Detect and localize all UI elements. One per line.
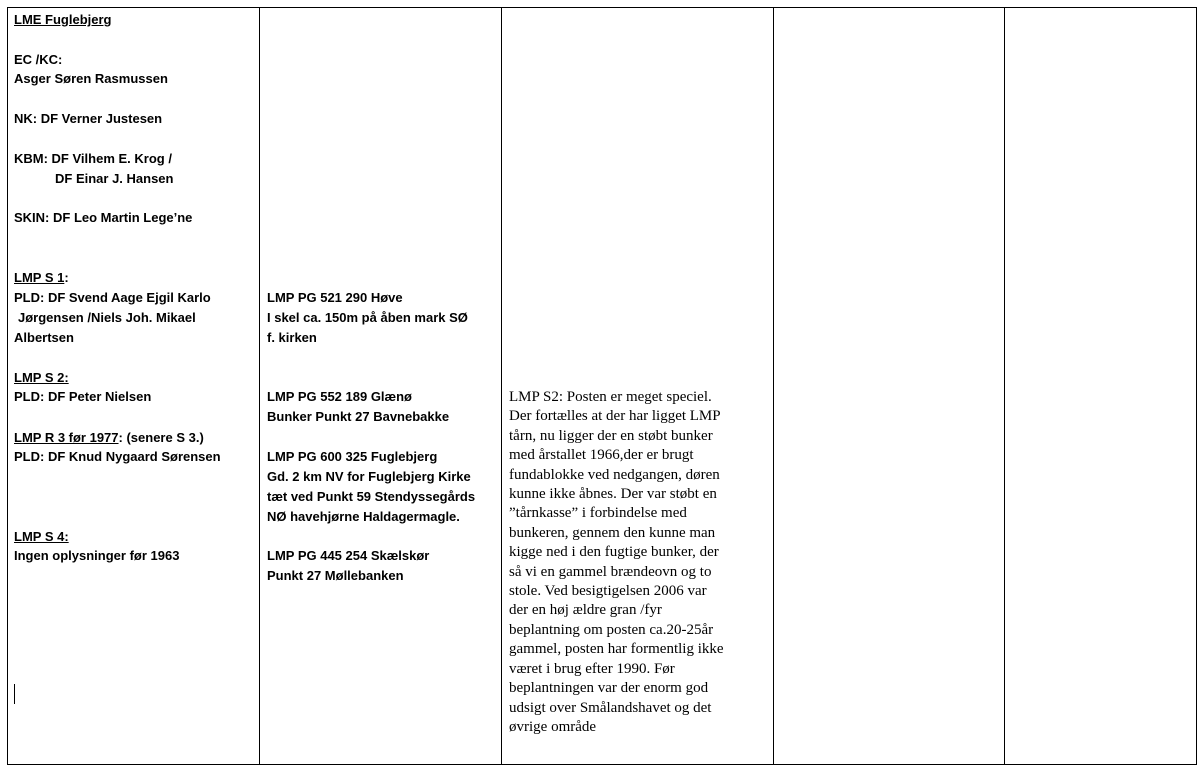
description-paragraph <box>509 388 724 737</box>
description-line: kigge ned i den fugtige bunker, der <box>509 544 719 561</box>
table-column-personnel <box>8 8 260 764</box>
skin-line: SKIN: DF Leo Martin Lege’ne <box>14 210 193 225</box>
description-line: fundablokke ved nedgangen, døren <box>509 466 720 483</box>
table-column-empty-2 <box>1005 8 1198 764</box>
description-line: været i brug efter 1990. Før <box>509 660 675 677</box>
s4-heading: LMP S 4: <box>14 529 69 544</box>
description-line: beplantningen var der enorm god <box>509 680 709 697</box>
description-line: bunkeren, gennem den kunne man <box>509 524 716 541</box>
description-line: ”tårnkasse” i forbindelse med <box>509 505 687 522</box>
location-2-line-2: Bunker Punkt 27 Bavnebakke <box>267 409 450 424</box>
s1-heading <box>14 268 69 288</box>
location-1-line-1: LMP PG 521 290 Høve <box>267 290 403 305</box>
s1-line-1: PLD: DF Svend Aage Ejgil Karlo <box>14 290 211 305</box>
location-2-line-1: LMP PG 552 189 Glænø <box>267 389 412 404</box>
s1-heading-text: LMP S 1 <box>14 270 65 285</box>
description-line: Der fortælles at der har ligget LMP <box>509 408 721 425</box>
description-line: kunne ikke åbnes. Der var støbt en <box>509 486 717 503</box>
r3-heading-text: LMP R 3 før 1977 <box>14 430 119 445</box>
location-3-line-2: Gd. 2 km NV for Fuglebjerg Kirke <box>267 469 471 484</box>
ec-kc-name: Asger Søren Rasmussen <box>14 71 168 86</box>
location-4-line-1: LMP PG 445 254 Skælskør <box>267 548 430 563</box>
nk-line: NK: DF Verner Justesen <box>14 111 163 126</box>
s1-line-2: Jørgensen /Niels Joh. Mikael <box>18 310 196 325</box>
description-line: tårn, nu ligger der en støbt bunker <box>509 427 713 444</box>
description-line: så vi en gammel brændeovn og to <box>509 563 712 580</box>
description-line: beplantning om posten ca.20-25år <box>509 621 714 638</box>
kbm-line-2: DF Einar J. Hansen <box>55 171 174 186</box>
location-4-line-2: Punkt 27 Møllebanken <box>267 568 404 583</box>
table-column-description <box>502 8 774 764</box>
s1-heading-suffix: : <box>64 270 69 285</box>
text-cursor[interactable] <box>14 684 15 704</box>
ec-kc-label: EC /KC: <box>14 52 63 67</box>
s4-line-1: Ingen oplysninger før 1963 <box>14 548 180 563</box>
description-line: med årstallet 1966,der er brugt <box>509 447 694 464</box>
r3-heading <box>14 428 204 448</box>
kbm-line-1: KBM: DF Vilhem E. Krog / <box>14 151 172 166</box>
section-title: LME Fuglebjerg <box>14 12 112 27</box>
location-3-line-4: NØ havehjørne Haldagermagle. <box>267 509 460 524</box>
description-line: stole. Ved besigtigelsen 2006 var <box>509 583 707 600</box>
document-table <box>7 7 1197 765</box>
table-column-empty-1 <box>774 8 1005 764</box>
location-3-line-3: tæt ved Punkt 59 Stendyssegårds <box>267 489 476 504</box>
table-column-locations <box>260 8 502 764</box>
description-line: der en høj ældre gran /fyr <box>509 602 662 619</box>
description-line: gammel, posten har formentlig ikke <box>509 641 724 658</box>
r3-heading-suffix: : (senere S 3.) <box>118 430 204 445</box>
location-1-line-2: I skel ca. 150m på åben mark SØ <box>267 310 468 325</box>
s2-line-1: PLD: DF Peter Nielsen <box>14 389 152 404</box>
description-line: øvrige område <box>509 718 597 735</box>
s1-line-3: Albertsen <box>14 330 74 345</box>
description-line: udsigt over Smålandshavet og det <box>509 699 712 716</box>
description-line: LMP S2: Posten er meget speciel. <box>509 389 712 405</box>
location-3-line-1: LMP PG 600 325 Fuglebjerg <box>267 449 438 464</box>
s2-heading: LMP S 2: <box>14 370 69 385</box>
location-1-line-3: f. kirken <box>267 330 317 345</box>
r3-line-1: PLD: DF Knud Nygaard Sørensen <box>14 449 221 464</box>
